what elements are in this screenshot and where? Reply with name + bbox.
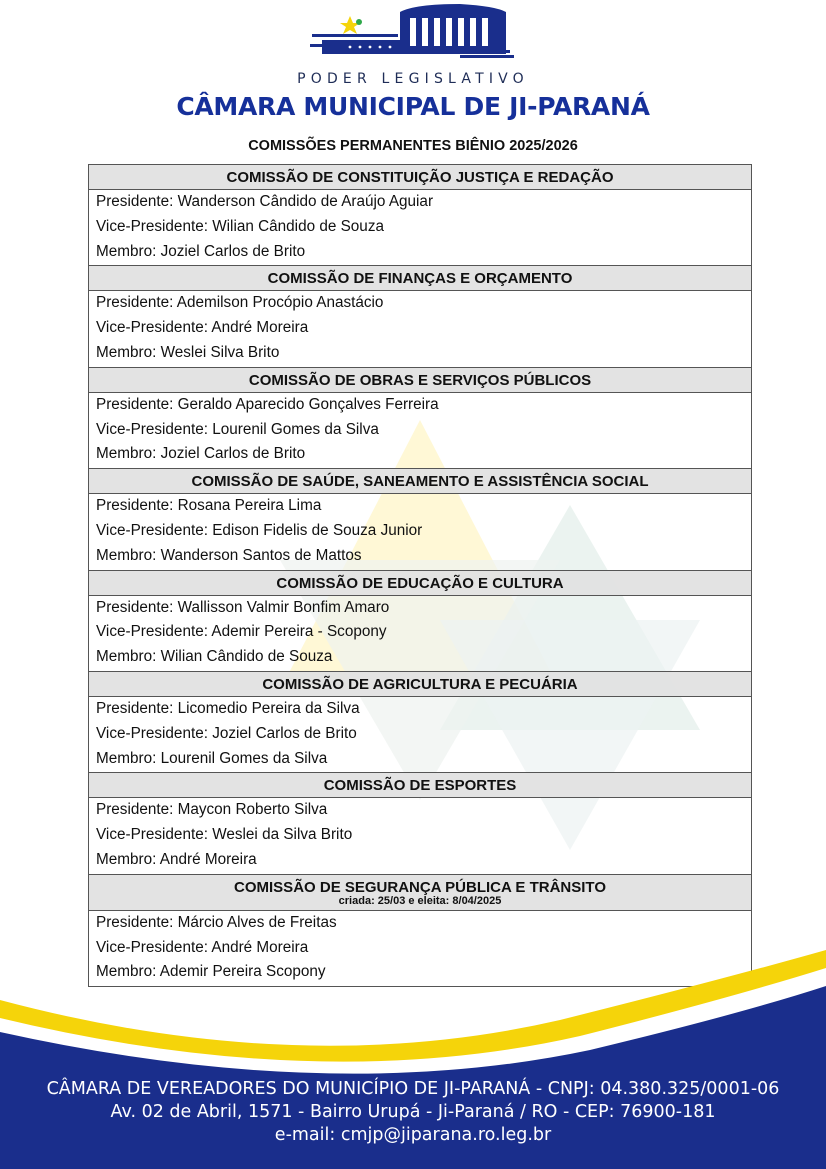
committee-block	[89, 468, 751, 569]
committee-note: criada: 25/03 e eleita: 8/04/2025	[338, 894, 502, 907]
footer-contact	[0, 1078, 826, 1147]
committee-member: Vice-Presidente: Weslei da Silva Brito	[96, 826, 353, 844]
committee-title: COMISSÃO DE OBRAS E SERVIÇOS PÚBLICOS	[89, 368, 751, 393]
committee-member: Vice-Presidente: André Moreira	[96, 938, 309, 956]
committee-title: COMISSÃO DE SAÚDE, SANEAMENTO E ASSISTÊNCIA SOCIAL	[89, 469, 751, 494]
committee-title-with-note	[89, 875, 751, 911]
committee-member: Vice-Presidente: Joziel Carlos de Brito	[96, 724, 357, 742]
committee-member: Vice-Presidente: Edison Fidelis de Souza Junior	[96, 521, 423, 539]
committee-block	[89, 772, 751, 873]
committee-member: Vice-Presidente: André Moreira	[96, 319, 309, 337]
committees-table	[88, 164, 752, 987]
committee-member: Membro: Lourenil Gomes da Silva	[96, 749, 328, 767]
committee-member: Membro: Joziel Carlos de Brito	[96, 445, 306, 463]
committee-member: Vice-Presidente: Wilian Cândido de Souza	[96, 217, 384, 235]
committee-block	[89, 570, 751, 671]
committee-title: COMISSÃO DE EDUCAÇÃO E CULTURA	[89, 571, 751, 596]
committee-member: Vice-Presidente: Ademir Pereira - Scopony	[96, 623, 387, 641]
committee-block	[89, 367, 751, 468]
committee-title: COMISSÃO DE ESPORTES	[89, 773, 751, 798]
committee-member: Vice-Presidente: Lourenil Gomes da Silva	[96, 420, 379, 438]
committee-member: Presidente: Maycon Roberto Silva	[96, 801, 328, 819]
committee-title: COMISSÃO DE SEGURANÇA PÚBLICA E TRÂNSITO	[234, 878, 606, 896]
committee-member: Presidente: Rosana Pereira Lima	[96, 497, 322, 515]
committee-title: COMISSÃO DE CONSTITUIÇÃO JUSTIÇA E REDAÇÃO	[89, 165, 751, 190]
committee-title: COMISSÃO DE FINANÇAS E ORÇAMENTO	[89, 266, 751, 291]
committee-member: Presidente: Márcio Alves de Freitas	[96, 913, 337, 931]
committee-member: Membro: Ademir Pereira Scopony	[96, 963, 326, 981]
footer-org-cnpj: CÂMARA DE VEREADORES DO MUNICÍPIO DE JI-PARANÁ - CNPJ: 04.380.325/0001-06	[46, 1079, 780, 1099]
committee-member: Presidente: Licomedio Pereira da Silva	[96, 699, 360, 717]
committee-block	[89, 671, 751, 772]
document-title: COMISSÕES PERMANENTES BIÊNIO 2025/2026	[248, 138, 578, 154]
committee-member: Presidente: Wallisson Valmir Bonfim Amaro	[96, 598, 390, 616]
committee-member: Membro: André Moreira	[96, 850, 257, 868]
committee-member: Membro: Joziel Carlos de Brito	[96, 242, 306, 260]
committee-block	[89, 165, 751, 265]
committee-member: Presidente: Geraldo Aparecido Gonçalves Ferreira	[96, 395, 439, 413]
footer-address: Av. 02 de Abril, 1571 - Bairro Urupá - Ji-Paraná / RO - CEP: 76900-181	[110, 1102, 716, 1122]
committee-member: Presidente: Wanderson Cândido de Araújo Aguiar	[96, 193, 434, 210]
chamber-building-logo-icon	[310, 4, 515, 60]
committee-block	[89, 265, 751, 366]
footer-email: e-mail: cmjp@jiparana.ro.leg.br	[274, 1125, 552, 1145]
subtitle: PODER LEGISLATIVO	[297, 71, 529, 87]
committee-member: Presidente: Ademilson Procópio Anastácio	[96, 294, 384, 312]
committee-member: Membro: Wanderson Santos de Mattos	[96, 546, 362, 564]
committee-member: Membro: Wilian Cândido de Souza	[96, 648, 333, 666]
org-name: CÂMARA MUNICIPAL DE JI-PARANÁ	[176, 92, 650, 121]
committee-title: COMISSÃO DE AGRICULTURA E PECUÁRIA	[89, 672, 751, 697]
committee-member: Membro: Weslei Silva Brito	[96, 343, 280, 361]
